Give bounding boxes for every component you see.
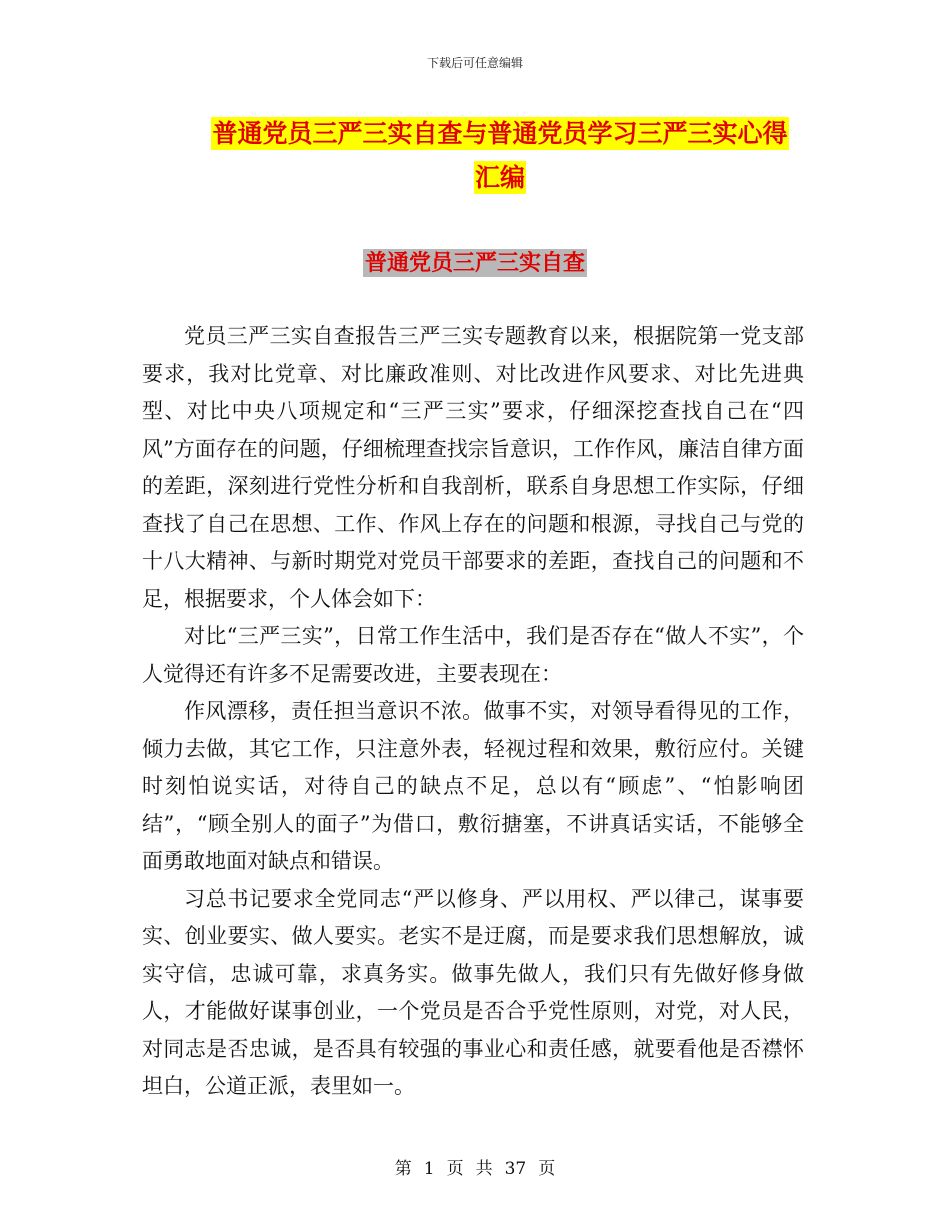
document-title-line-2: 汇编 — [474, 163, 525, 192]
footer-ye: 页 — [446, 1159, 464, 1179]
header-note: 下载后可任意编辑 — [426, 56, 523, 70]
total-pages: 37 — [504, 1159, 527, 1179]
page-number: 1 — [423, 1159, 435, 1179]
paragraph: 党员三严三实自查报告三严三实专题教育以来，根据院第一党支部要求，我对比党章、对比廉政准则、对比改进作风要求、对比先进典型、对比中央八项规定和“三严三实”要求，仔细深挖查找自己在“四风”方面存在的问题，仔细梳理查找宗旨意识，工作作风，廉洁自律方面的差距，深刻进行党性分析和自我剖析，联系自身思想工作实际，仔细查找了自己在思想、工作、作风上存在的问题和根源，寻找自己与党的十八大精神、与新时期党对党员干部要求的差距，查找自己的问题和不足，根据要求，个人体会如下： — [142, 324, 804, 611]
document-title-line-1: 普通党员三严三实自查与普通党员学习三严三实心得 — [212, 119, 788, 148]
document-title — [140, 112, 860, 200]
paragraph: 习总书记要求全党同志“严以修身、严以用权、严以律己，谋事要实、创业要实、做人要实。老实不是迂腐，而是要求我们思想解放，诚实守信，忠诚可靠，求真务实。做事先做人，我们只有先做好修身做人，才能做好谋事创业，一个党员是否合乎党性原则，对党，对人民，对同志是否忠诚，是否具有较强的事业心和责任感，就要看他是否襟怀坦白，公道正派，表里如一。 — [142, 886, 804, 1098]
paragraph: 作风漂移，责任担当意识不浓。做事不实，对领导看得见的工作，倾力去做，其它工作，只注意外表，轻视过程和效果，敷衍应付。关键时刻怕说实话，对待自己的缺点不足，总以有“顾虑”、“怕影响团结”，“顾全别人的面子”为借口，敷衍搪塞，不讲真话实话，不能够全面勇敢地面对缺点和错误。 — [142, 699, 804, 873]
footer-gong: 共 — [475, 1159, 493, 1179]
section-title-text: 普通党员三严三实自查 — [364, 250, 585, 276]
footer-ye2: 页 — [538, 1159, 556, 1179]
paragraph: 对比“三严三实”，日常工作生活中，我们是否存在“做人不实”，个人觉得还有许多不足需要改进，主要表现在： — [142, 624, 804, 686]
page-footer — [0, 1154, 950, 1179]
section-title — [0, 247, 950, 279]
document-body — [142, 318, 804, 1106]
footer-di: 第 — [394, 1159, 412, 1179]
